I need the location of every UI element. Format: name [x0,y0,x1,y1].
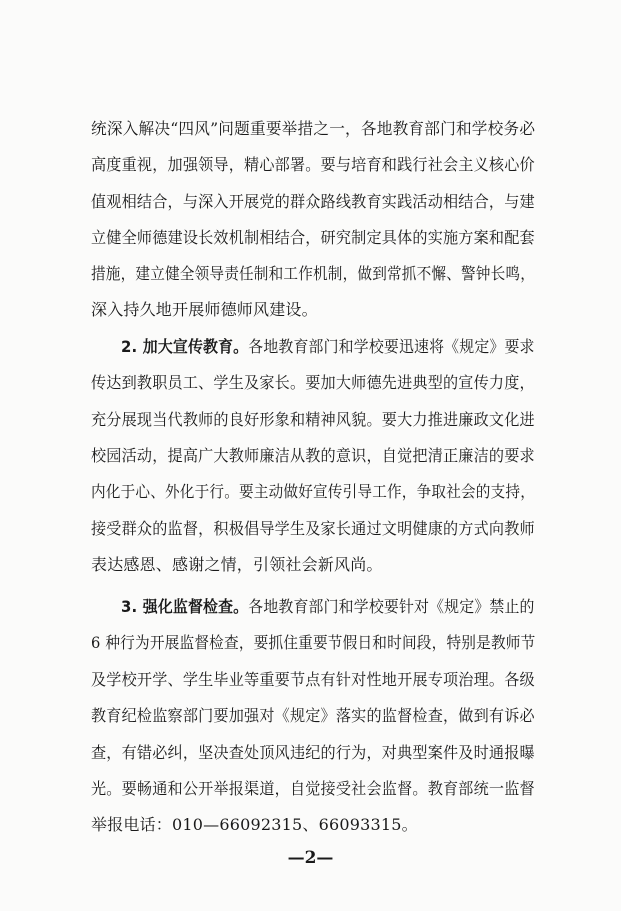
paragraph-line: 高度重视，加强领导，精心部署。要与培育和践行社会主义核心价 [91,155,535,174]
paragraph-line: 及学校开学、学生毕业等重要节点有针对性地开展专项治理。各级 [91,670,535,689]
paragraph-line: 充分展现当代教师的良好形象和精神风貌。要大力推进廉政文化进 [91,410,535,429]
paragraph-line: 内化于心、外化于行。要主动做好宣传引导工作，争取社会的支持， [91,482,536,501]
paragraph-line: 表达感恩、感谢之情，引领社会新风尚。 [91,555,383,574]
paragraph-line: 值观相结合，与深入开展党的群众路线教育实践活动相结合，与建 [91,192,535,211]
section-2-heading: 2. 加大宣传教育。 [121,337,249,356]
section-2-text: 各地教育部门和学校要迅速将《规定》要求 [248,337,535,356]
paragraph-line: 立健全师德建设长效机制相结合，研究制定具体的实施方案和配套 [91,228,535,247]
paragraph-line: 传达到教职员工、学生及家长。要加大师德先进典型的宣传力度， [91,373,535,392]
paragraph-line: 深入持久地开展师德师风建设。 [91,300,318,319]
paragraph-line: 查，有错必纠，坚决查处顶风违纪的行为，对典型案件及时通报曝 [91,743,535,762]
paragraph-line: 接受群众的监督，积极倡导学生及家长通过文明健康的方式向教师 [91,519,535,538]
paragraph-line: 光。要畅通和公开举报渠道，自觉接受社会监督。教育部统一监督 [91,779,535,798]
paragraph-line: 6 种行为开展监督检查，要抓住重要节假日和时间段，特别是教师节 [91,633,536,652]
paragraph-line: 统深入解决“四风”问题重要举措之一，各地教育部门和学校务必 [91,119,536,138]
section-2-first-line [121,337,535,357]
section-3-first-line [121,597,535,617]
section-3-heading: 3. 强化监督检查。 [121,597,249,616]
paragraph-line: 教育纪检监察部门要加强对《规定》落实的监督检查，做到有诉必 [91,706,535,725]
paragraph-line: 校园活动，提高广大教师廉洁从教的意识，自觉把清正廉洁的要求 [91,446,535,465]
paragraph-line: 举报电话：010—66092315、66093315。 [91,815,418,834]
page-number: —2— [287,848,334,868]
paragraph-line: 措施，建立健全领导责任制和工作机制，做到常抓不懈、警钟长鸣， [91,264,536,283]
section-3-text: 各地教育部门和学校要针对《规定》禁止的 [248,597,535,616]
